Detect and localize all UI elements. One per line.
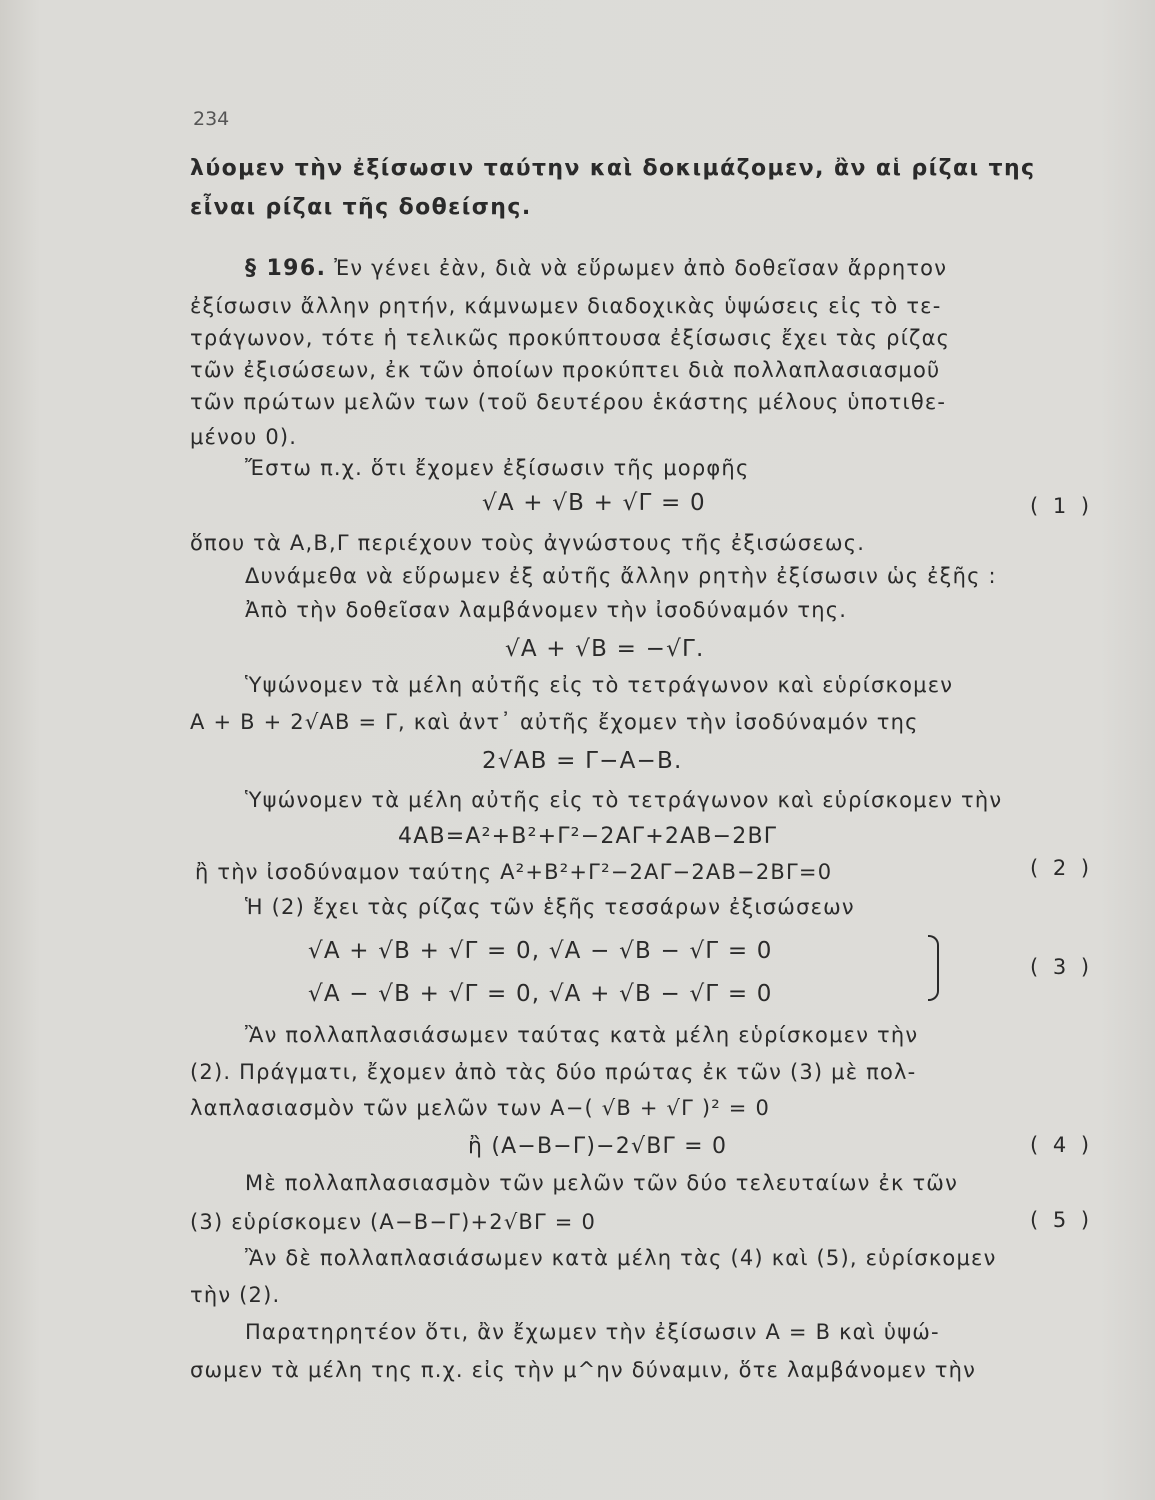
text-line-3: Ἐν γένει ἐὰν, διὰ νὰ εὕρωμεν ἀπὸ δοθεῖσαν ἄρρητον [334, 256, 948, 280]
equation-number-4: ( 4 ) [1030, 1133, 1094, 1157]
equation-4: 4AB=A²+B²+Γ²−2AΓ+2AB−2BΓ [398, 824, 778, 849]
text-line-10: ὅπου τὰ A,B,Γ περιέχουν τοὺς ἀγνώστους τῆς ἐξισώσεως. [190, 531, 866, 555]
equation-number-5: ( 5 ) [1030, 1208, 1094, 1232]
text-line-18: Ἂν πολλαπλασιάσωμεν ταύτας κατὰ μέλη εὑρίσκομεν τὴν [245, 1023, 919, 1047]
equation-3: 2√AB = Γ−A−B. [482, 748, 683, 774]
text-line-11: Δυνάμεθα νὰ εὕρωμεν ἐξ αὐτῆς ἄλλην ρητὴν ἐξίσωσιν ὡς ἐξῆς : [245, 564, 997, 588]
equation-1: √A + √B + √Γ = 0 [482, 490, 706, 516]
equation-number-3: ( 3 ) [1030, 955, 1094, 979]
equation-number-2: ( 2 ) [1030, 856, 1094, 880]
text-line-21: Μὲ πολλαπλασιασμὸν τῶν μελῶν τῶν δύο τελευταίων ἐκ τῶν [245, 1171, 959, 1195]
right-brace-icon [928, 935, 939, 1001]
text-line-17: Ἡ (2) ἔχει τὰς ρίζας τῶν ἑξῆς τεσσάρων ἐξισώσεων [245, 895, 855, 919]
text-line-20: λαπλασιασμὸν τῶν μελῶν των A−( √B + √Γ )² = 0 [190, 1096, 771, 1120]
text-line-26: σωμεν τὰ μέλη της π.χ. εἰς τὴν μ^ην δύναμιν, ὅτε λαμβάνομεν τὴν [190, 1358, 977, 1382]
text-line-13: Ὑψώνομεν τὰ μέλη αὐτῆς εἰς τὸ τετράγωνον καὶ εὑρίσκομεν [245, 673, 954, 697]
text-line-15: Ὑψώνομεν τὰ μέλη αὐτῆς εἰς τὸ τετράγωνον καὶ εὑρίσκομεν τὴν [245, 788, 1003, 812]
equation-2: √A + √B = −√Γ. [505, 636, 705, 662]
section-line [245, 258, 947, 280]
section-mark: § 196. [245, 256, 327, 281]
text-line-4: ἐξίσωσιν ἄλλην ρητήν, κάμνωμεν διαδοχικὰς ὑψώσεις εἰς τὸ τε- [190, 294, 942, 318]
text-line-1: λύομεν τὴν ἐξίσωσιν ταύτην καὶ δοκιμάζομεν, ἂν αἱ ρίζαι της [190, 156, 1036, 181]
equation-system-row-2: √A − √B + √Γ = 0, √A + √B − √Γ = 0 [308, 981, 773, 1007]
text-line-12: Ἀπὸ τὴν δοθεῖσαν λαμβάνομεν τὴν ἰσοδύναμόν της. [245, 598, 848, 622]
text-line-22: (3) εὑρίσκομεν (A−B−Γ)+2√BΓ = 0 [190, 1210, 597, 1234]
text-line-16: ἢ τὴν ἰσοδύναμον ταύτης A²+B²+Γ²−2AΓ−2AB−2BΓ=0 [195, 860, 833, 884]
text-line-2: εἶναι ρίζαι τῆς δοθείσης. [190, 195, 532, 220]
equation-5: ἢ (A−B−Γ)−2√BΓ = 0 [468, 1134, 728, 1159]
text-line-25: Παρατηρητέον ὅτι, ἂν ἔχωμεν τὴν ἐξίσωσιν A = B καὶ ὑψώ- [245, 1320, 940, 1344]
text-line-19: (2). Πράγματι, ἔχομεν ἀπὸ τὰς δύο πρώτας ἐκ τῶν (3) μὲ πολ- [190, 1060, 917, 1084]
text-line-7: τῶν πρώτων μελῶν των (τοῦ δευτέρου ἑκάστης μέλους ὑποτιθε- [190, 390, 947, 414]
equation-number-1: ( 1 ) [1030, 494, 1094, 518]
text-line-14: A + B + 2√AB = Γ, καὶ ἀντ᾽ αὐτῆς ἔχομεν τὴν ἰσοδύναμόν της [190, 710, 919, 734]
text-line-8: μένου 0). [190, 425, 298, 449]
equation-system-row-1: √A + √B + √Γ = 0, √A − √B − √Γ = 0 [308, 938, 773, 964]
page-number: 234 [193, 108, 230, 130]
text-line-6: τῶν ἐξισώσεων, ἐκ τῶν ὁποίων προκύπτει διὰ πολλαπλασιασμοῦ [190, 358, 941, 382]
text-line-23: Ἂν δὲ πολλαπλασιάσωμεν κατὰ μέλη τὰς (4) καὶ (5), εὑρίσκομεν [245, 1246, 997, 1270]
text-line-24: τὴν (2). [190, 1283, 281, 1307]
text-line-9: Ἔστω π.χ. ὅτι ἔχομεν ἐξίσωσιν τῆς μορφῆς [245, 456, 750, 480]
text-line-5: τράγωνον, τότε ἡ τελικῶς προκύπτουσα ἐξίσωσις ἔχει τὰς ρίζας [190, 326, 951, 350]
